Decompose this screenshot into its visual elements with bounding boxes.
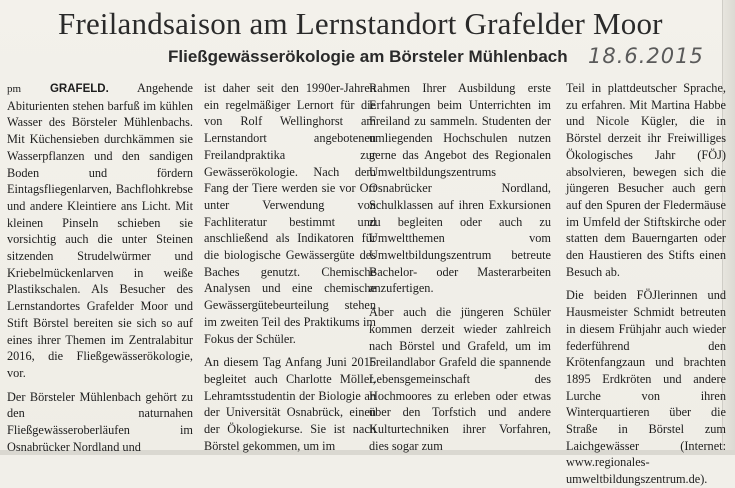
article-column-1 xyxy=(7,80,193,455)
headline: Freilandsaison am Lernstandort Grafelder Moor xyxy=(58,6,663,41)
article-column-4 xyxy=(566,80,726,488)
article-column-2 xyxy=(204,80,376,454)
handwritten-date: 18.6.2015 xyxy=(588,44,704,68)
paragraph: Aber auch die jüngeren Schüler kommen derzeit wieder zahlreich nach Börstel und Grafeld, um im Freilandlabor Grafeld die spannende Lebensgemeinschaft des Hochmoores zu erleben oder etwas über den Torfstich und andere Kulturtechniken ihrer Vorfahren, dies sogar zum xyxy=(369,305,551,453)
paragraph-text: Angehende Abiturienten stehen barfuß im kühlen Wasser des Börsteler Mühlenbachs. Mit Küchensieben durchkämmen sie Wasserpflanzen und den sandigen Boden und fördern Eintagsfliegenlarven, Bachflohkrebse und andere Kleintiere ans Licht. Mit kleinen Pinseln schieben sie vorsichtig auch die unter Steinen sitzenden Strudelwürmer und Kriebelmückenlarven in weiße Plastikschalen. Als Besucher des Lernstandortes Grafelder Moor und Stift Börstel bereiten sie sich so auf eines ihrer Themen im Zentralabitur 2016, die Fließgewässerökologie, vor. xyxy=(7,81,193,380)
subheadline: Fließgewässerökologie am Börsteler Mühlenbach xyxy=(168,47,568,66)
paragraph: Der Börsteler Mühlenbach gehört zu den naturnahen Fließgewässeroberläufen im Osnabrücker Nordland und xyxy=(7,389,193,454)
paragraph: Die beiden FÖJlerinnen und Hausmeister Schmidt betreuten in diesem Frühjahr auch wieder federführend den Krötenfangzaun und brachten 1895 Erdkröten und andere Lurche von ihren Winterquartieren über die Straße in Börstel zum Laichgewässer (Internet: www.regionales-umweltbildungszentrum.de). xyxy=(566,288,726,487)
author-prefix: pm xyxy=(7,83,22,95)
paragraph: Rahmen Ihrer Ausbildung erste Erfahrungen beim Unterrichten im Freiland zu sammeln. Studenten der umliegenden Hochschulen nutzen gerne das Angebot des Regionalen Umweltbildungszentrums Osnabrücker Nordland, Schulklassen auf ihren Exkursionen zu begleiten oder auch zu Umweltthemen vom Umweltbildungszentrum betreute Bachelor- oder Masterarbeiten anzufertigen. xyxy=(369,81,551,296)
paragraph: An diesem Tag Anfang Juni 2015 begleitet auch Charlotte Möller, Lehramtsstudentin der Biologie an der Universität Osnabrück, einen der Ökologiekurse. Sie ist nach Börstel gekommen, um im xyxy=(204,355,376,453)
article-column-3 xyxy=(369,80,551,454)
paragraph xyxy=(7,80,193,382)
paragraph: ist daher seit den 1990er-Jahren ein regelmäßiger Lernort für die von Rolf Wellinghorst am Lernstandort angebotenen Freilandpraktika zur Gewässerökologie. Nach dem Fang der Tiere werden sie vor Ort unter Verwendung von Fachliteratur bestimmt und anschließend als Indikatoren für die biologische Gewässergüte des Baches genutzt. Chemische Analysen und eine chemische Gewässergütebeurteilung stehen im zweiten Teil des Praktikums im Fokus der Schüler. xyxy=(204,81,376,346)
dateline: GRAFELD. xyxy=(49,83,109,95)
paragraph: Teil in plattdeutscher Sprache, zu erfahren. Mit Martina Habbe und Nicole Kügler, die in Börstel derzeit ihr Freiwilliges Ökologisches Jahr (FÖJ) absolvieren, bewegen sich die jüngeren Besucher auch gern auf den Spuren der Fledermäuse im Umfeld der Stiftskirche oder statten dem Bauerngarten oder den Haustieren des Stifts einen Besuch ab. xyxy=(566,81,726,279)
